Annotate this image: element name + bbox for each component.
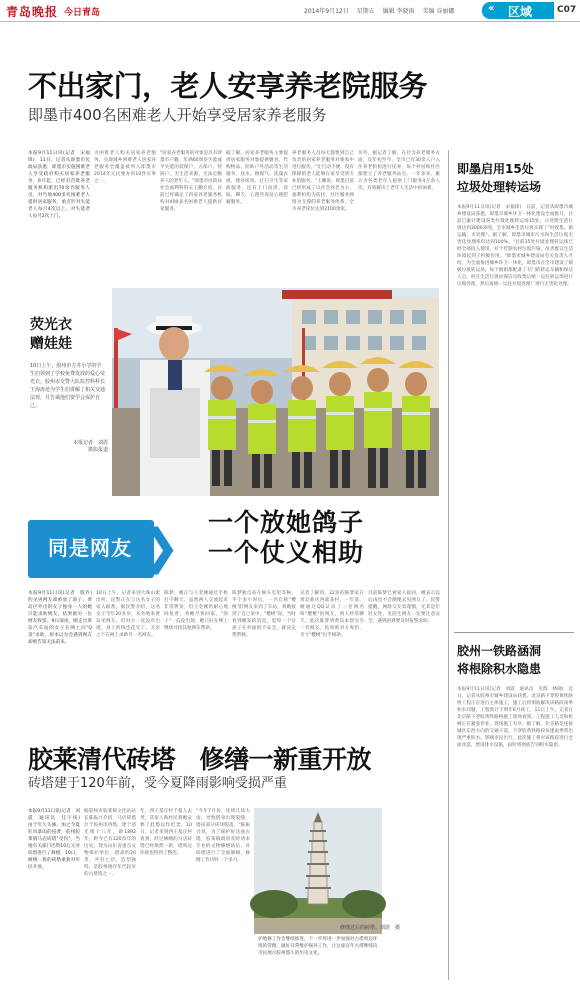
issue-meta	[304, 6, 460, 15]
designer-credit: 美编 谷丽娜	[422, 8, 455, 15]
feature-col3: 陈梦，她正与王金刚通过手机打字聊天。虽然两人交流起来非常费劲，但王金刚仍耐心地回复着，劝她尽快回家。"鸽子"一直没出现，她只好在网上继续寻找其他网友帮助。	[164, 591, 228, 631]
pagoda-photo	[254, 808, 382, 934]
story3-col2: 据胶州市胶莱镇文化站站长陈振兴介绍，马店砖塔位于胶州市西塔，建于清光绪十八年，即1892年，距今已有120余年的历史。现为山东省重点文物保护单位，塔高约20米，共有七层，造型独特，是胶州现存年代较早的古建筑之一。	[84, 809, 136, 877]
photo-caption-text: 10日上午，胶州市方井小学的学生们领到了学校免费发放的爱心荧光衣。胶州市交警大队监控科科长王海涛还为学生们讲解了相关交通法规，并告诫他们要学会保护自己。	[30, 363, 106, 409]
newspaper-logo: 青岛晚报	[6, 5, 59, 19]
feature-headline: 一个放她鸽子 一个仗义相助	[208, 508, 365, 567]
sidebar1-headline: 即墨启用15处 垃圾处理转运场	[457, 162, 542, 194]
column-divider	[448, 150, 449, 980]
issue-weekday: 星期五	[356, 8, 375, 15]
story3-col1: 本报9月11日讯(记者 刘震 通讯员 任宇扬) 由于年久失修，加之今夏旺风暴雨的侵袭，胶州胶莱镇马店砖塔"受伤"，当地有关部门出资10万元对砖塔进行了修缮，10日，修缮一新的砖塔重新对市民开放。	[28, 809, 85, 870]
feature-col5: 记者了解到，22岁的陈梦家在黄岛新区西部某村，一年前，她通过QQ认识了一名网名叫"樱桃"的网友，两人经常聊天。此次陈梦到黄岛本想见另一名网友，结果被对方爽约，幸亏"樱桃"出手相助。	[300, 591, 364, 638]
editor-credit: 编辑 李晓雨	[382, 8, 415, 15]
police-children-photo	[112, 288, 439, 496]
story1-col5: 养老服务人员每天都要到自己负责的居家养老服务对象家中进行服务。"让行动不便、没有保障的老人能够在家享受到专业的服务。"王鹏说，即墨目前已经形成了以社会养老为主、福利机构为依托，社区服务网络为支撑的养老服务体系，全市养老床位达到2100余张。	[292, 151, 354, 212]
double-chevron-icon: «	[488, 3, 495, 14]
story1-col1: 本报9月11日讯(记者 宋福锋) 11日，记者从即墨市民政局获悉，即墨市实施困难老人享受政府购买居家养老服务，9月起，已经有首批养老服务机构派出70余名服务人员，对当地400多名困难老人提供居家服务，重点针对失能老人每月4次以上，对失能老人每月2次上门。	[28, 151, 90, 219]
story1-col3: "居家养老服务的对象是具有即墨市户籍，年满60周岁失能或半失能的低保户、五保户、特困户，无生活来源、无法定赡养人的老年人。"即墨市民政局社会福利科科长王鹏介绍，目前已经确定了四家养老服务机构对400多名困难老人提供居家服务。	[160, 151, 222, 212]
feature-banner-label: 同是网友	[48, 536, 132, 560]
story1-subhead: 即墨市400名困难老人开始享受居家养老服务	[28, 106, 327, 124]
sidebar-divider	[454, 632, 574, 633]
feature-col6: 目前陈梦已被家人接回，她表示以后再也不会随便去见网友了。民警提醒，网络交友需谨慎，尤其是年轻女性，见陌生网友一定要注意安全，遇到困难要及时报警求助。	[368, 591, 440, 624]
page-number: C07	[557, 5, 577, 15]
sidebar2-text: 本报9月11日讯(记者 刘震 通讯员 史群 林晓) 近日，记者从胶州市城乡建设局获悉，北京路下穿胶黄铁路桥工程正在进行主体施工，施工后将彻底解决该路段雨季积水问题，工程预计于明年6月竣工。11日上午，记者在北京路下穿胶黄铁路桥施工现场看到，工程施工人员和机械正在紧张作业，现场施工有序。据了解，北京路是连接城区东西方向的交通干道，下穿胶黄铁路段每逢雨季常出现严重积水，影响市民出行。此次施工将对该路段进行全面改造，增设排水设施，届时将彻底告别积水隐患。	[457, 687, 573, 748]
masthead	[0, 0, 580, 22]
photo-caption-credit: 本报记者 刘震 摄影报道	[72, 440, 108, 453]
section-name: 区域	[508, 5, 533, 19]
story1-headline: 不出家门，老人安享养老院服务	[28, 69, 428, 103]
feature-col4: 陈梦独自站在候车室里等候，半个多小时后，一名自称"樱桃"的网友来到了车站，将她接到了自己家中。"樱桃"说，当时看到她发的消息，觉得一个女孩子在外面很不安全，就决定帮帮她。	[232, 591, 296, 638]
sidebar2-headline: 胶州一铁路涵洞 将根除积水隐患	[457, 644, 542, 676]
chevron-right-icon: ❯	[140, 519, 181, 575]
feature-banner	[28, 520, 154, 578]
section-tab	[482, 2, 554, 19]
feature-col1: 本报9月11日讯(记者 殷乔) 约见男网友却被放了鸽子，黄岛区外出的女子独身一人的她只能求助网友，结果被另一位网友收留。9日深夜，刚走出黄岛汽车站的女子在网上向"Q哥"求助，原本以为会遇到网友却被告知无法前来。	[28, 591, 97, 645]
issue-date: 2014年9月12日	[304, 8, 349, 15]
story1-col4: 据了解，居家养老服务主要提供居家服务对象提供膳食、代购物品、陪助户外活动等生活服务，送水、换煤气、洗澡衣被、缝补纽扣、打扫卫生等家政服务，还有上门问诊、读报、聊天、心理咨询及心理慰藉服务。	[226, 151, 288, 205]
edition-name: 今日青岛	[64, 8, 101, 18]
feature-col2: 10日上午，记者来到大珠山派出所，民警正在与这名女子的家人联系。据民警介绍，这名女子今年20多岁，从外地来黄岛见网友，但对方一直没有出现，身上的钱也花光了，无奈之下在网上求助另一名网友。	[96, 591, 160, 638]
story3-caption-text: 护地修工作会继续推进，下一步将进一步加强对古塔周边环境的管理，做好日常维护保养工作，让这座百年古塔继续向市民展示胶州悠久的历史文化。	[258, 937, 378, 956]
sidebar1-text: 本报9月11日讯(记者 宋福锋) 日前，记者从即墨市城乡建设局获悉，即墨市城乡环卫一体化建设全面推开，目前已累计建设各类垃圾处理转运场15处，日处理生活垃圾达到3000多吨，全市城乡生活垃圾实现了"村收集、镇运输、市处理"。据了解，即墨市城市污水和生活垃圾无害化处理率均达到100%。"目前15处垃圾处理转运场已经全部投入使用，对于控制农村垃圾污染、改善群众生活环境起到了积极作用。"即墨市城乡建设局有关负责人介绍，为全面推进城乡环卫一体化，即墨市在全市建设了镇级垃圾转运场，每个镇街都配备了专门的转运车辆和保洁人员，村庄生活垃圾由保洁员收集后统一运往转运场进行压缩处理，然后再统一运往垃圾处理厂进行无害化处理。	[457, 205, 573, 287]
photo-caption-headline: 荧光衣 赠娃娃	[30, 317, 72, 352]
story1-col6: 另外，据记者了解，在社会养老服务方面，及年初至今，全市已有30余人户入住养老机构进行托养，每个村居和社区都建立了养老服务站点，一年多来，累计为各类老年人提供上门服务4万余人次，有效解决了老年人生活中的困难。	[358, 151, 440, 191]
pagoda-photo-credit: 修缮过后的砖塔。刘震 摄	[340, 925, 401, 931]
story3-col3: 年，西王基庄村于墓人去世，其家人和村民将她安葬了此塔以作纪念。10日，记者来到西王基庄村看到，经过修缮的马店砖塔已经焕然一新，塔周边环境也得到了整治。	[140, 809, 192, 856]
story1-col2: 为困难老人购买居家养老服务，实现城乡困难老人居家养老服务全覆盖被列入即墨市2014年元民要办的10件实事之一。	[94, 151, 156, 184]
story3-col4: "今年7月份，连续几场大雨，导致塔身出现裂缝，塔顶部分砖块脱落。"陈振兴说，为了保护好这座古塔，胶莱镇政府及时请来专业的文物修缮队伍，对砖塔进行了全面修缮，修缮工作历时一个多月。	[196, 809, 250, 863]
story3-headline: 胶莱清代砖塔 修缮一新重开放	[28, 745, 372, 774]
story3-subhead: 砖塔建于120年前，受今夏降雨影响受损严重	[28, 776, 287, 791]
